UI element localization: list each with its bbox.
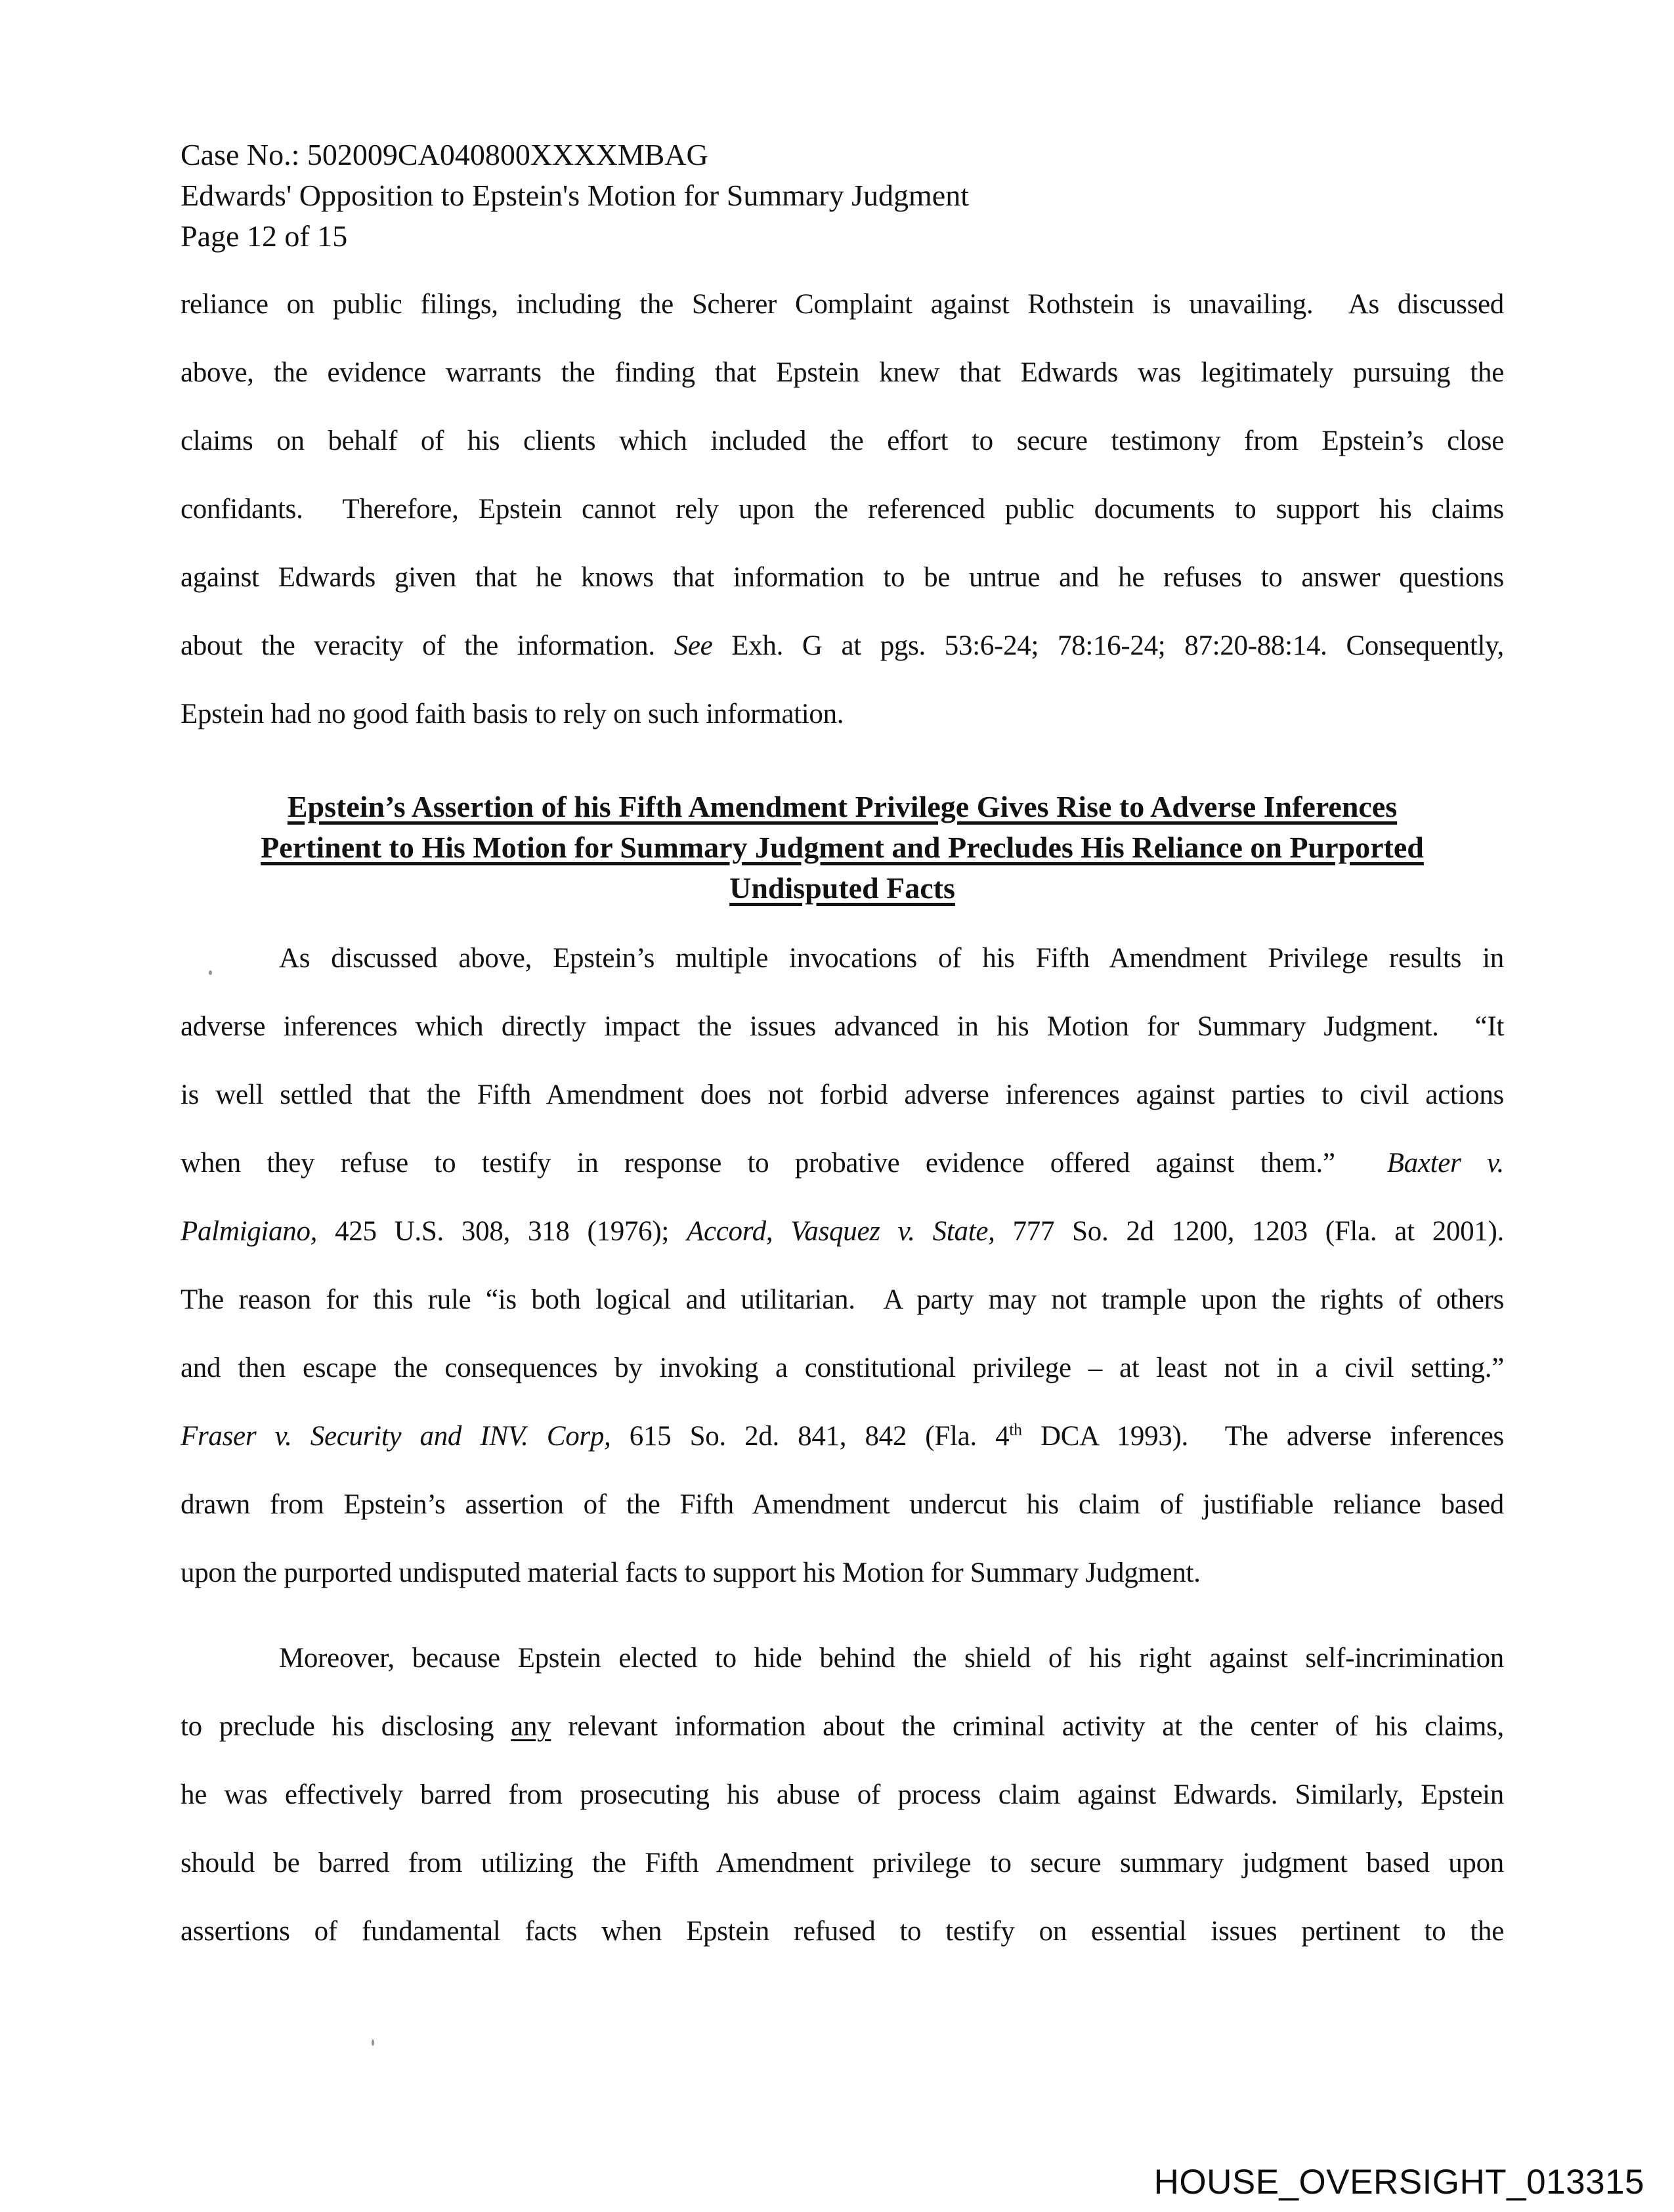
document-header bbox=[181, 135, 1504, 257]
paragraph bbox=[181, 271, 1504, 748]
text-line: and then escape the consequences by invoking a constitutional privilege – at least not in a civil setting.” bbox=[181, 1353, 1504, 1383]
text-line: assertions of fundamental facts when Epstein refused to testify on essential issues pertinent to the bbox=[181, 1916, 1504, 1947]
header-document-title: Edwards' Opposition to Epstein's Motion for Summary Judgment bbox=[181, 179, 970, 212]
text-line: confidants. Therefore, Epstein cannot rely upon the referenced public documents to support his claims bbox=[181, 494, 1504, 525]
text-line: about the veracity of the information. See Exh. G at pgs. 53:6-24; 78:16-24; 87:20-88:14. Consequently, bbox=[181, 630, 1504, 661]
text-line: Moreover, because Epstein elected to hide behind the shield of his right against self-incrimination bbox=[279, 1643, 1504, 1674]
text-line: drawn from Epstein’s assertion of the Fifth Amendment undercut his claim of justifiable reliance based bbox=[181, 1489, 1504, 1520]
bates-stamp: HOUSE_OVERSIGHT_013315 bbox=[1153, 2163, 1644, 2201]
text-line: As discussed above, Epstein’s multiple invocations of his Fifth Amendment Privilege results in bbox=[279, 943, 1504, 974]
text-line: should be barred from utilizing the Fifth Amendment privilege to secure summary judgment based upon bbox=[181, 1848, 1504, 1878]
text-line: reliance on public filings, including the Scherer Complaint against Rothstein is unavailing. As discussed bbox=[181, 289, 1504, 320]
text-line: when they refuse to testify in response to probative evidence offered against them.” Baxter v. bbox=[181, 1148, 1504, 1179]
text-line: claims on behalf of his clients which included the effort to secure testimony from Epstein’s close bbox=[181, 425, 1504, 456]
section-heading bbox=[181, 787, 1504, 909]
heading-line: Pertinent to His Motion for Summary Judgment and Precludes His Reliance on Purported bbox=[261, 831, 1424, 864]
text-line: adverse inferences which directly impact the issues advanced in his Motion for Summary Judgment. “It bbox=[181, 1011, 1504, 1042]
text-line: The reason for this rule “is both logical and utilitarian. A party may not trample upon the rights of others bbox=[181, 1284, 1504, 1315]
text-line: Fraser v. Security and INV. Corp, 615 So. 2d. 841, 842 (Fla. 4th DCA 1993). The adverse inferences bbox=[181, 1420, 1504, 1452]
scan-artifact bbox=[209, 970, 212, 975]
document-body bbox=[181, 271, 1504, 1966]
text-line: is well settled that the Fifth Amendment does not forbid adverse inferences against parties to civil actions bbox=[181, 1079, 1504, 1110]
text-line: Palmigiano, 425 U.S. 308, 318 (1976); Accord, Vasquez v. State, 777 So. 2d 1200, 1203 (Fla. at 2001). bbox=[181, 1216, 1504, 1247]
heading-line: Epstein’s Assertion of his Fifth Amendment Privilege Gives Rise to Adverse Inferences bbox=[287, 790, 1398, 823]
scan-artifact bbox=[372, 2039, 374, 2046]
paragraph bbox=[181, 924, 1504, 1607]
heading-line: Undisputed Facts bbox=[729, 871, 955, 905]
text-line: Epstein had no good faith basis to rely on such information. bbox=[181, 699, 844, 729]
header-page-info: Page 12 of 15 bbox=[181, 219, 348, 253]
text-line: to preclude his disclosing any relevant information about the criminal activity at the center of his claims, bbox=[181, 1711, 1504, 1742]
header-case-number: Case No.: 502009CA040800XXXXMBAG bbox=[181, 138, 708, 171]
text-line: he was effectively barred from prosecuting his abuse of process claim against Edwards. Similarly, Epstein bbox=[181, 1779, 1504, 1810]
text-line: above, the evidence warrants the finding that Epstein knew that Edwards was legitimately pursuing the bbox=[181, 357, 1504, 388]
paragraph bbox=[181, 1624, 1504, 1966]
text-line: upon the purported undisputed material facts to support his Motion for Summary Judgment. bbox=[181, 1557, 1201, 1588]
text-line: against Edwards given that he knows that information to be untrue and he refuses to answer questions bbox=[181, 562, 1504, 593]
